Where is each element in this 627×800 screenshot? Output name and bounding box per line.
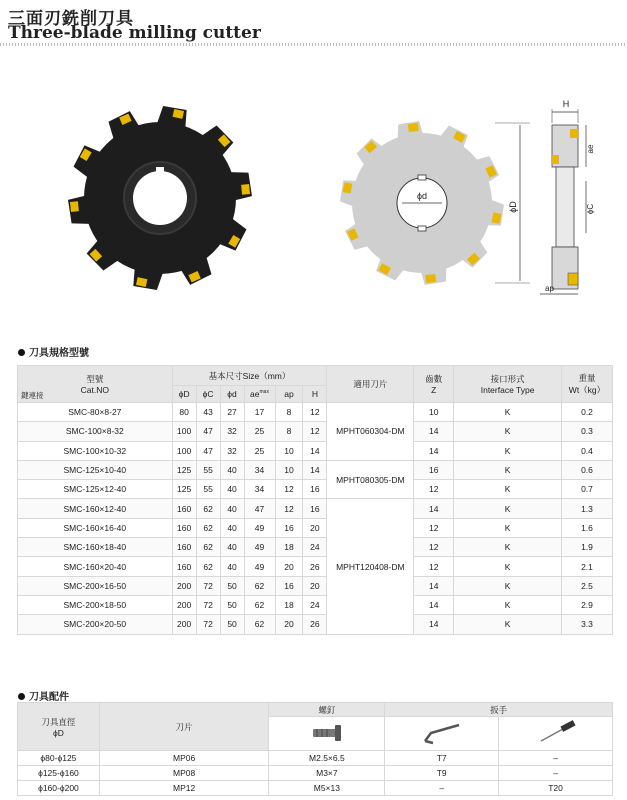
cat-cell: SMC-200×16-50	[18, 576, 173, 595]
l-wrench-icon	[417, 719, 467, 747]
weight-cell: 1.9	[561, 538, 612, 557]
screw-cell: M2.5×6.5	[269, 751, 385, 766]
cutter-drawing-keyway-bottom	[418, 226, 426, 231]
teeth-cell: 12	[414, 557, 454, 576]
C-cell: 62	[196, 538, 220, 557]
blade-cell: MP12	[99, 781, 269, 796]
C-cell: 72	[196, 576, 220, 595]
col-C-header: ϕC	[196, 386, 220, 403]
screw-icon	[307, 719, 347, 747]
cutter-drawing-keyway	[418, 175, 426, 180]
spec-row	[18, 595, 613, 614]
cat-cell: SMC-200×20-50	[18, 615, 173, 634]
interface-cell: K	[454, 480, 562, 499]
d-cell: 40	[220, 460, 244, 479]
hub-diameter-label: ϕC	[586, 203, 595, 215]
wrench-t-cell: –	[499, 751, 613, 766]
spec-table	[17, 365, 613, 635]
d-cell: 50	[220, 595, 244, 614]
cutter-photo-keyway	[156, 167, 164, 173]
outer-diameter-label: ϕD	[508, 201, 518, 213]
wrench-l-cell: T7	[385, 751, 499, 766]
insert-cell: MPHT060304-DM	[327, 403, 414, 461]
bore-label: ϕd	[416, 191, 428, 201]
interface-cell: K	[454, 499, 562, 518]
ae-cell: 62	[244, 615, 275, 634]
cat-cell: SMC-125×10-40	[18, 460, 173, 479]
ae-cell: 17	[244, 403, 275, 422]
wrench-t-image-cell	[499, 717, 613, 751]
C-cell: 55	[196, 460, 220, 479]
ae-cell: 25	[244, 422, 275, 441]
cat-cell: SMC-125×12-40	[18, 480, 173, 499]
spec-row	[18, 615, 613, 634]
H-cell: 20	[303, 576, 327, 595]
C-cell: 47	[196, 422, 220, 441]
spec-row	[18, 499, 613, 518]
spec-row	[18, 518, 613, 537]
wrench-l-image-cell	[385, 717, 499, 751]
ap-cell: 16	[275, 518, 303, 537]
teeth-cell: 14	[414, 422, 454, 441]
weight-cell: 1.3	[561, 499, 612, 518]
H-cell: 26	[303, 615, 327, 634]
blade-cell: MP06	[99, 751, 269, 766]
D-cell: 200	[172, 615, 196, 634]
D-cell: 125	[172, 460, 196, 479]
C-cell: 72	[196, 595, 220, 614]
C-cell: 43	[196, 403, 220, 422]
D-cell: 80	[172, 403, 196, 422]
cat-header: 型號 Cat.NO 鍵連接	[18, 366, 173, 403]
ae-label: ae	[586, 144, 595, 154]
screw-cell: M3×7	[269, 766, 385, 781]
cat-cell: SMC-160×12-40	[18, 499, 173, 518]
C-cell: 62	[196, 518, 220, 537]
teeth-cell: 12	[414, 480, 454, 499]
ae-cell: 34	[244, 480, 275, 499]
interface-header: 接口形式 Interface Type	[454, 366, 562, 403]
D-cell: 100	[172, 441, 196, 460]
accessory-row	[18, 766, 613, 781]
spec-row	[18, 441, 613, 460]
side-insert-bottom	[568, 273, 578, 285]
weight-header: 重量 Wt（kg）	[561, 366, 612, 403]
ae-cell: 49	[244, 557, 275, 576]
insert-cell: MPHT080305-DM	[327, 460, 414, 499]
interface-cell: K	[454, 460, 562, 479]
C-cell: 72	[196, 615, 220, 634]
weight-cell: 0.7	[561, 480, 612, 499]
d-cell: 40	[220, 557, 244, 576]
dia-cell: ϕ125-ϕ160	[18, 766, 100, 781]
cat-cell: SMC-100×10-32	[18, 441, 173, 460]
teeth-cell: 14	[414, 576, 454, 595]
bullet-icon	[18, 349, 25, 356]
teeth-cell: 14	[414, 615, 454, 634]
interface-cell: K	[454, 422, 562, 441]
C-cell: 55	[196, 480, 220, 499]
spec-row	[18, 538, 613, 557]
screwdriver-icon	[531, 719, 581, 747]
accessory-table	[17, 702, 613, 796]
ap-cell: 12	[275, 499, 303, 518]
spec-row	[18, 403, 613, 422]
d-cell: 50	[220, 615, 244, 634]
spec-row	[18, 480, 613, 499]
cat-cell: SMC-200×18-50	[18, 595, 173, 614]
C-cell: 62	[196, 557, 220, 576]
ae-cell: 49	[244, 518, 275, 537]
side-hub	[556, 167, 574, 247]
ap-cell: 10	[275, 460, 303, 479]
weight-cell: 1.6	[561, 518, 612, 537]
side-insert-mid	[552, 155, 559, 164]
dia-header: 刀具直徑 ϕD	[18, 703, 100, 751]
wrench-l-cell: –	[385, 781, 499, 796]
ap-cell: 12	[275, 480, 303, 499]
wrench-t-cell: T20	[499, 781, 613, 796]
weight-cell: 0.4	[561, 441, 612, 460]
page-title-cn: 三面刃銑削刀具	[8, 9, 134, 28]
cutter-photo-bore	[133, 171, 187, 225]
weight-cell: 0.2	[561, 403, 612, 422]
D-cell: 200	[172, 576, 196, 595]
title-rule	[0, 43, 627, 46]
weight-cell: 2.5	[561, 576, 612, 595]
interface-cell: K	[454, 615, 562, 634]
insert-tip	[241, 184, 250, 195]
size-header: 基本尺寸Size（mm）	[172, 366, 327, 386]
interface-cell: K	[454, 441, 562, 460]
H-cell: 16	[303, 499, 327, 518]
interface-cell: K	[454, 538, 562, 557]
interface-cell: K	[454, 557, 562, 576]
insert-tip	[70, 201, 79, 212]
spec-row	[18, 576, 613, 595]
interface-cell: K	[454, 518, 562, 537]
teeth-cell: 14	[414, 499, 454, 518]
H-cell: 24	[303, 538, 327, 557]
cat-cell: SMC-160×16-40	[18, 518, 173, 537]
interface-cell: K	[454, 576, 562, 595]
d-cell: 40	[220, 538, 244, 557]
D-cell: 160	[172, 557, 196, 576]
ap-label: ap	[545, 284, 554, 293]
H-cell: 12	[303, 403, 327, 422]
ae-cell: 49	[244, 538, 275, 557]
H-cell: 26	[303, 557, 327, 576]
ap-cell: 20	[275, 615, 303, 634]
ap-cell: 18	[275, 595, 303, 614]
ap-cell: 16	[275, 576, 303, 595]
ae-cell: 47	[244, 499, 275, 518]
C-cell: 47	[196, 441, 220, 460]
D-cell: 160	[172, 518, 196, 537]
spec-row	[18, 557, 613, 576]
H-cell: 16	[303, 480, 327, 499]
side-insert-top	[570, 129, 578, 138]
ae-cell: 62	[244, 595, 275, 614]
teeth-cell: 14	[414, 441, 454, 460]
teeth-cell: 12	[414, 538, 454, 557]
d-cell: 32	[220, 441, 244, 460]
wrench-t-cell: –	[499, 766, 613, 781]
d-cell: 50	[220, 576, 244, 595]
C-cell: 62	[196, 499, 220, 518]
cutter-photo	[60, 100, 290, 300]
ap-cell: 20	[275, 557, 303, 576]
bullet-icon	[18, 693, 25, 700]
d-cell: 40	[220, 499, 244, 518]
d-cell: 32	[220, 422, 244, 441]
interface-cell: K	[454, 403, 562, 422]
H-cell: 14	[303, 441, 327, 460]
D-cell: 100	[172, 422, 196, 441]
insert-header: 適用刀片	[327, 366, 414, 403]
width-label: H	[562, 99, 570, 109]
cat-cell: SMC-100×8-32	[18, 422, 173, 441]
col-d-header: ϕd	[220, 386, 244, 403]
teeth-cell: 10	[414, 403, 454, 422]
col-ap-header: ap	[275, 386, 303, 403]
insert-tip	[408, 123, 419, 132]
col-D-header: ϕD	[172, 386, 196, 403]
dia-cell: ϕ80-ϕ125	[18, 751, 100, 766]
cat-cell: SMC-160×18-40	[18, 538, 173, 557]
insert-cell: MPHT120408-DM	[327, 499, 414, 634]
d-cell: 40	[220, 480, 244, 499]
cutter-drawing-front	[330, 95, 530, 305]
cat-cell: SMC-80×8-27	[18, 403, 173, 422]
keyway-label: 鍵連接	[21, 391, 44, 400]
D-cell: 160	[172, 538, 196, 557]
ap-cell: 18	[275, 538, 303, 557]
H-cell: 24	[303, 595, 327, 614]
ap-cell: 8	[275, 403, 303, 422]
ae-cell: 34	[244, 460, 275, 479]
ae-cell: 62	[244, 576, 275, 595]
blade-cell: MP08	[99, 766, 269, 781]
wrench-header: 扳手	[385, 703, 613, 717]
accessory-row	[18, 781, 613, 796]
screw-image-cell	[269, 717, 385, 751]
teeth-cell: 14	[414, 595, 454, 614]
accessory-row	[18, 751, 613, 766]
spec-row	[18, 460, 613, 479]
D-cell: 125	[172, 480, 196, 499]
D-cell: 160	[172, 499, 196, 518]
teeth-header: 齒數 Z	[414, 366, 454, 403]
H-cell: 12	[303, 422, 327, 441]
d-cell: 27	[220, 403, 244, 422]
weight-cell: 2.9	[561, 595, 612, 614]
teeth-cell: 12	[414, 518, 454, 537]
spec-section-title: 刀具規格型號	[18, 344, 89, 359]
screw-cell: M5×13	[269, 781, 385, 796]
weight-cell: 0.6	[561, 460, 612, 479]
dia-cell: ϕ160-ϕ200	[18, 781, 100, 796]
d-cell: 40	[220, 518, 244, 537]
spec-row	[18, 422, 613, 441]
col-ae-header: $ae^{max}$	[244, 386, 275, 403]
cat-cell: SMC-160×20-40	[18, 557, 173, 576]
H-cell: 14	[303, 460, 327, 479]
interface-cell: K	[454, 595, 562, 614]
cutter-drawing-side	[530, 95, 610, 305]
ap-cell: 8	[275, 422, 303, 441]
ae-cell: 25	[244, 441, 275, 460]
accessory-section-title: 刀具配件	[18, 688, 69, 703]
H-cell: 20	[303, 518, 327, 537]
insert-tip	[425, 274, 436, 283]
weight-cell: 0.3	[561, 422, 612, 441]
ap-cell: 10	[275, 441, 303, 460]
weight-cell: 3.3	[561, 615, 612, 634]
teeth-cell: 16	[414, 460, 454, 479]
weight-cell: 2.1	[561, 557, 612, 576]
blade-header: 刀片	[99, 703, 269, 751]
col-H-header: H	[303, 386, 327, 403]
wrench-l-cell: T9	[385, 766, 499, 781]
page-title-en: Three-blade milling cutter	[8, 23, 261, 43]
screw-header: 螺釘	[269, 703, 385, 717]
D-cell: 200	[172, 595, 196, 614]
